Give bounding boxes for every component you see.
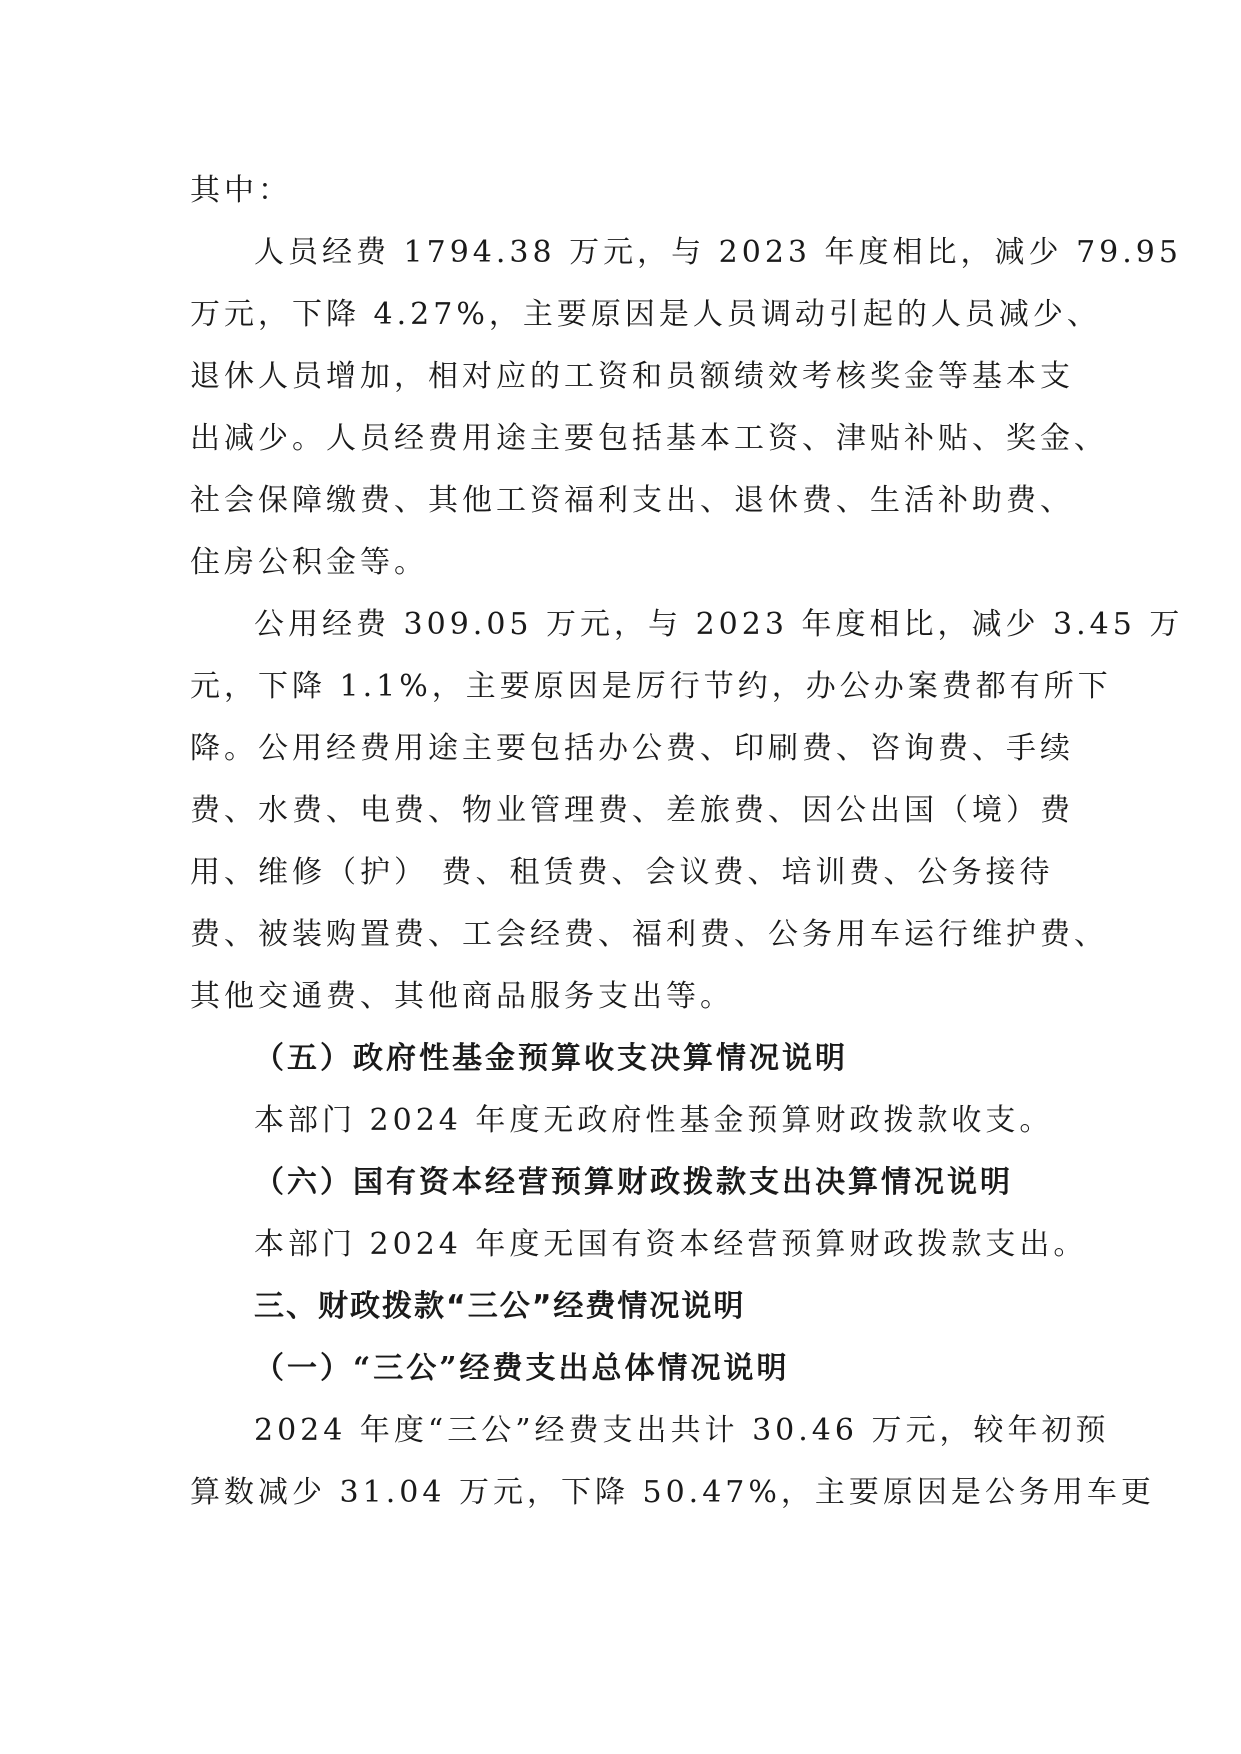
paragraph-line: 元，下降 1.1%，主要原因是厉行节约，办公办案费都有所下 [190, 669, 1112, 704]
paragraph-line: 其他交通费、其他商品服务支出等。 [190, 979, 734, 1014]
paragraph-line: 人员经费 1794.38 万元，与 2023 年度相比，减少 79.95 [254, 235, 1182, 270]
paragraph-line: 降。公用经费用途主要包括办公费、印刷费、咨询费、手续 [190, 731, 1074, 766]
paragraph-line: 本部门 2024 年度无国有资本经营预算财政拨款支出。 [254, 1227, 1088, 1262]
paragraph-line: 本部门 2024 年度无政府性基金预算财政拨款收支。 [254, 1103, 1054, 1138]
paragraph-line: 其中： [190, 173, 292, 208]
paragraph-line: 算数减少 31.04 万元，下降 50.47%，主要原因是公务用车更 [190, 1475, 1155, 1510]
chapter-heading-3: 三、财政拨款“三公”经费情况说明 [254, 1289, 746, 1324]
paragraph-line: 费、水费、电费、物业管理费、差旅费、因公出国（境）费 [190, 793, 1074, 828]
paragraph-line: 退休人员增加，相对应的工资和员额绩效考核奖金等基本支 [190, 359, 1074, 394]
paragraph-line: 2024 年度“三公”经费支出共计 30.46 万元，较年初预 [254, 1413, 1110, 1448]
paragraph-line: 费、被装购置费、工会经费、福利费、公务用车运行维护费、 [190, 917, 1108, 952]
paragraph-line: 用、维修（护） 费、租赁费、会议费、培训费、公务接待 [190, 855, 1054, 890]
section-heading-6: （六）国有资本经营预算财政拨款支出决算情况说明 [254, 1165, 1013, 1200]
section-heading-3-1: （一）“三公”经费支出总体情况说明 [254, 1351, 790, 1386]
paragraph-line: 住房公积金等。 [190, 545, 428, 580]
document-page [190, 160, 1184, 1524]
paragraph-line: 公用经费 309.05 万元，与 2023 年度相比，减少 3.45 万 [254, 607, 1184, 642]
paragraph-line: 万元，下降 4.27%，主要原因是人员调动引起的人员减少、 [190, 297, 1101, 332]
paragraph-line: 出减少。人员经费用途主要包括基本工资、津贴补贴、奖金、 [190, 421, 1108, 456]
paragraph-line: 社会保障缴费、其他工资福利支出、退休费、生活补助费、 [190, 483, 1074, 518]
section-heading-5: （五）政府性基金预算收支决算情况说明 [254, 1041, 848, 1076]
